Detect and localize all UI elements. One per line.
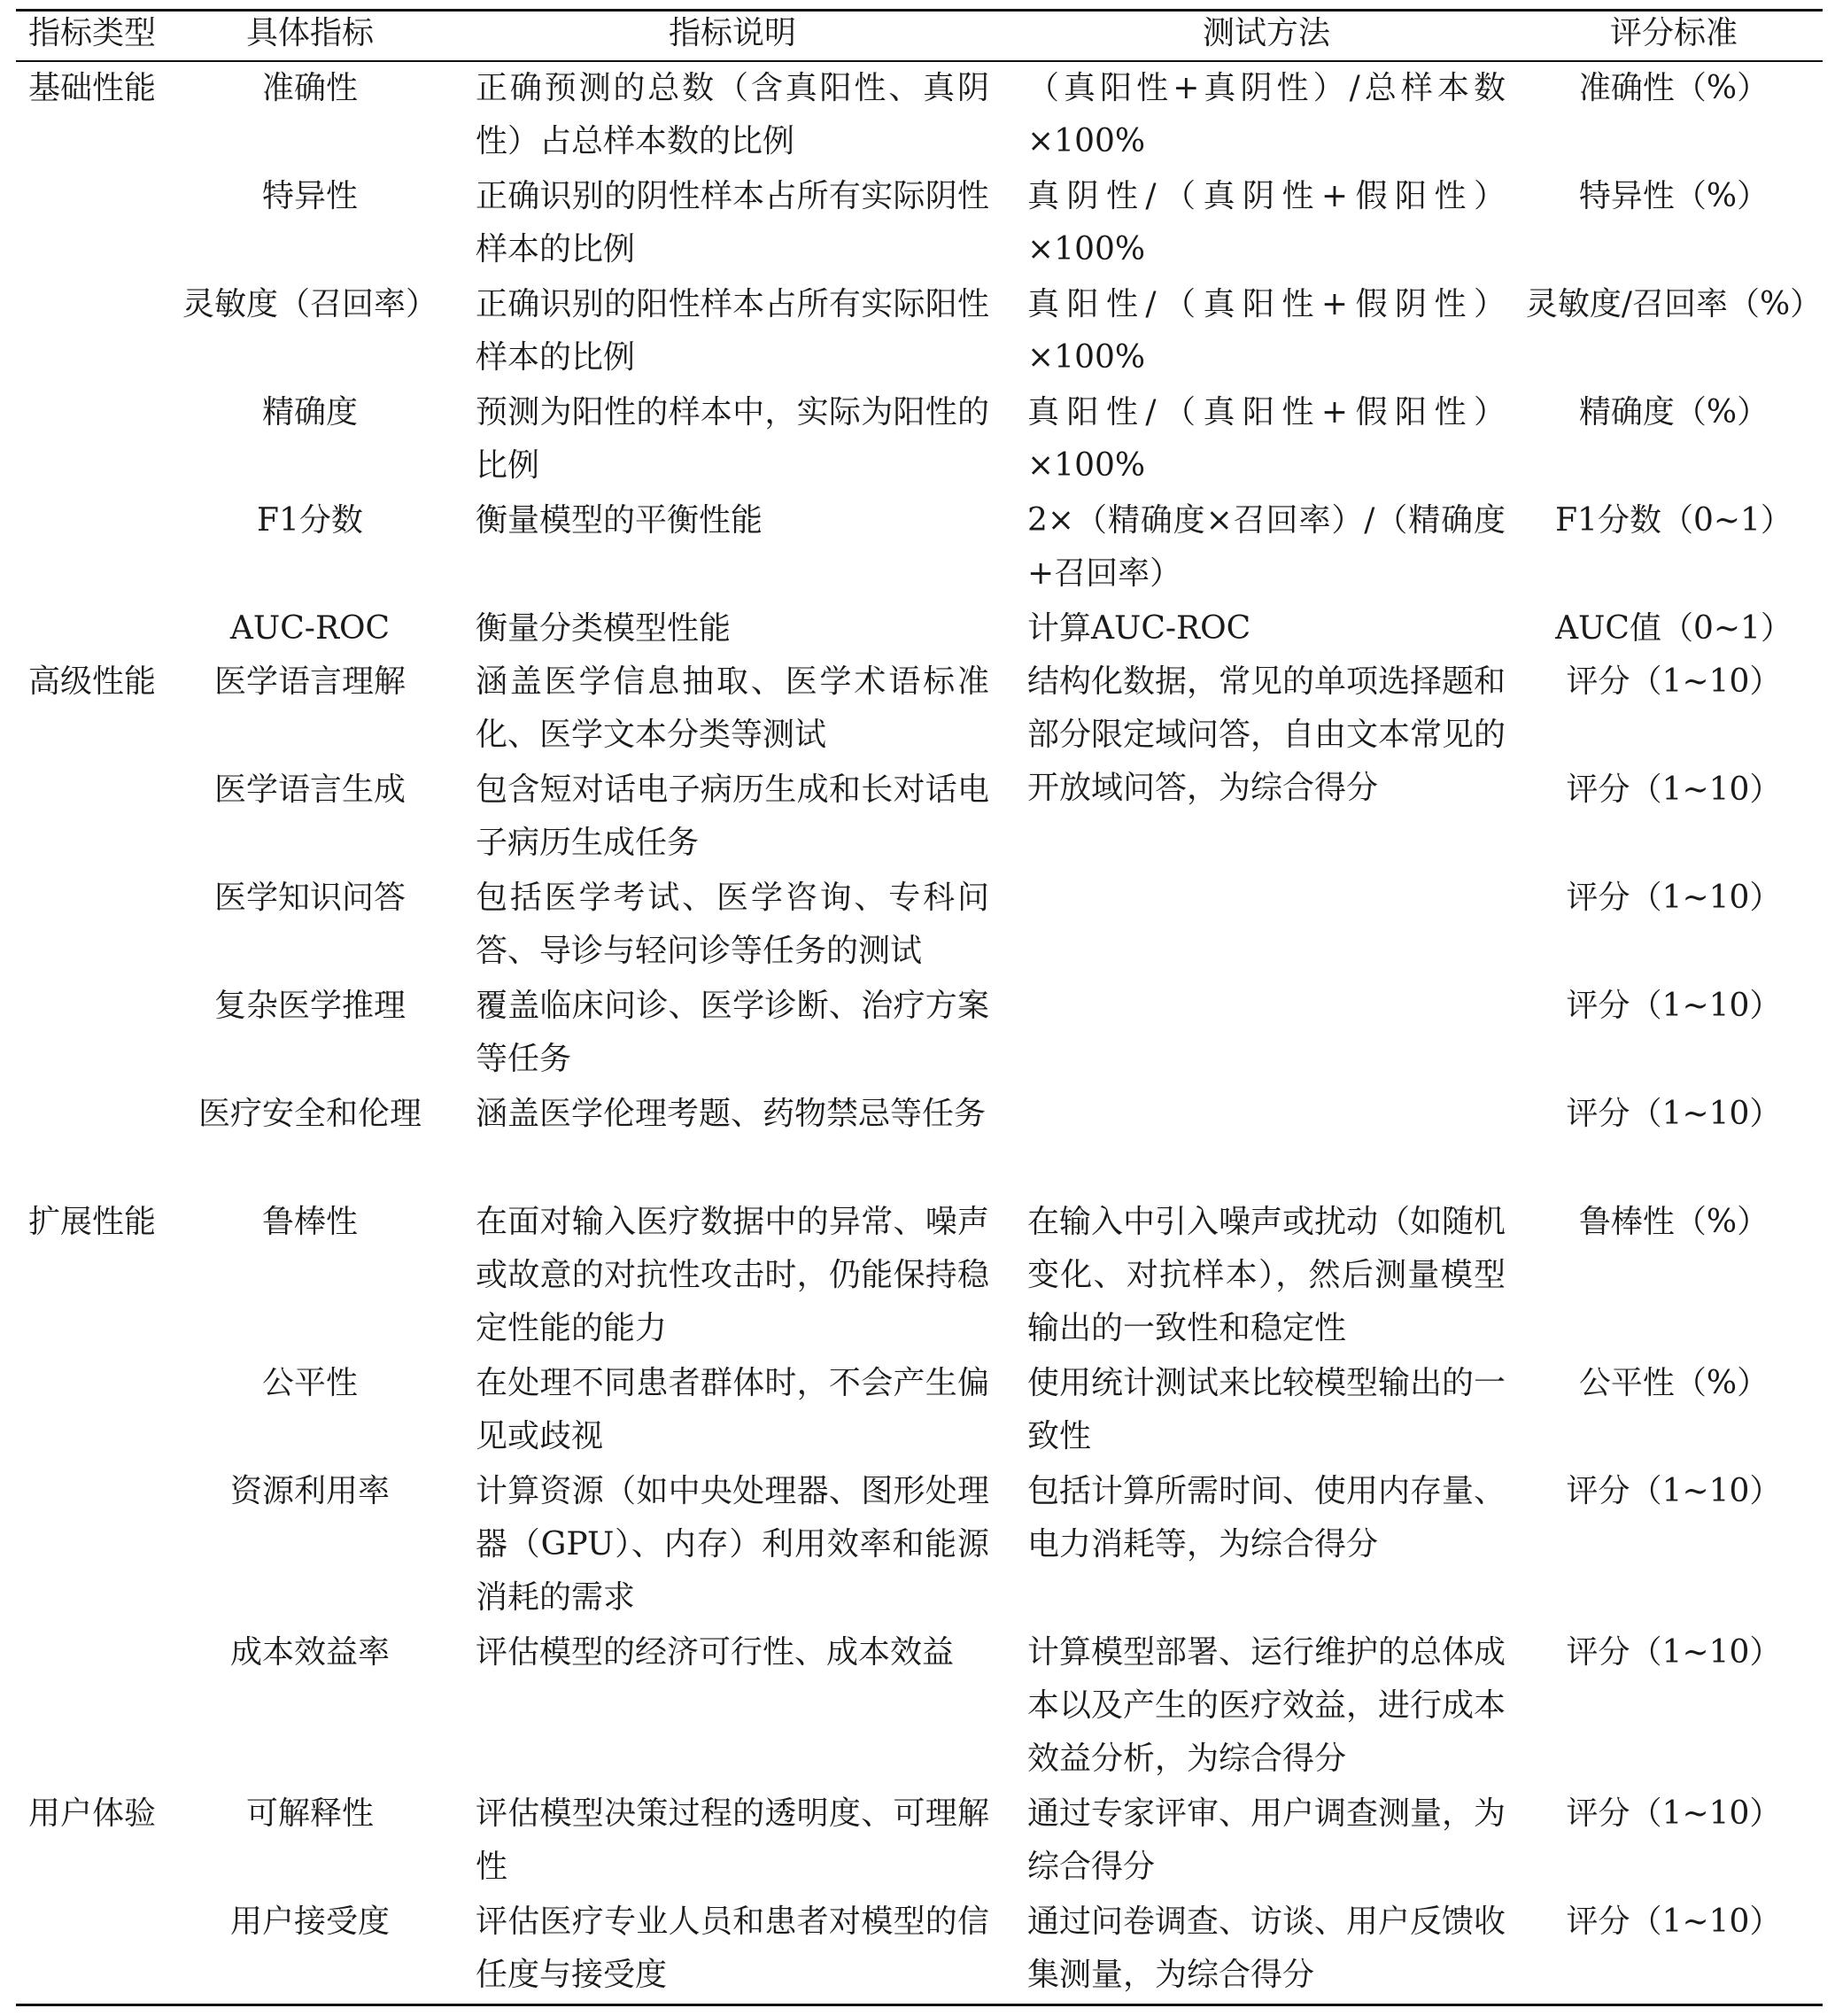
- indicator-cell: 鲁棒性: [261, 1204, 358, 1240]
- description-cell: 包括医学考试、医学咨询、专科问答、导诊与轻问诊等任务的测试: [476, 880, 989, 969]
- indicator-cell: 成本效益率: [229, 1634, 390, 1671]
- method-cell: （真阳性+真阴性）/总样本数×100%: [1027, 70, 1506, 159]
- score-cell: 评分（1~10）: [1566, 1795, 1782, 1832]
- indicator-cell: 用户接受度: [229, 1904, 390, 1940]
- category-user-experience: 用户体验: [28, 1795, 157, 1832]
- description-cell: 衡量分类模型性能: [476, 610, 732, 647]
- description-cell: 预测为阳性的样本中，实际为阳性的比例: [476, 394, 989, 484]
- indicator-cell: 精确度: [261, 394, 358, 430]
- indicator-cell: 灵敏度（召回率）: [182, 286, 437, 322]
- indicator-cell: 医学语言理解: [213, 663, 406, 700]
- indicator-cell: 复杂医学推理: [213, 988, 406, 1024]
- indicator-cell: 医学语言生成: [213, 772, 406, 808]
- score-cell: 准确性（%）: [1578, 70, 1769, 106]
- indicator-cell: 公平性: [261, 1365, 358, 1401]
- description-cell: 覆盖临床问诊、医学诊断、治疗方案等任务: [476, 988, 989, 1077]
- method-cell: 使用统计测试来比较模型输出的一致性: [1027, 1365, 1506, 1454]
- score-cell: 鲁棒性（%）: [1578, 1204, 1769, 1240]
- header-score: 评分标准: [1609, 15, 1738, 51]
- description-cell: 评估模型的经济可行性、成本效益: [476, 1634, 955, 1671]
- score-cell: 特异性（%）: [1578, 178, 1769, 214]
- header-category: 指标类型: [28, 15, 157, 51]
- method-cell: 包括计算所需时间、使用内存量、电力消耗等，为综合得分: [1027, 1473, 1506, 1562]
- indicator-cell: 特异性: [261, 178, 358, 214]
- score-cell: 公平性（%）: [1578, 1365, 1769, 1401]
- score-cell: F1分数（0~1）: [1555, 502, 1792, 539]
- score-cell: 灵敏度/召回率（%）: [1525, 286, 1823, 322]
- indicator-cell: F1分数: [257, 502, 363, 539]
- description-cell: 评估医疗专业人员和患者对模型的信任度与接受度: [476, 1904, 989, 1993]
- header-method: 测试方法: [1202, 15, 1330, 51]
- score-cell: 精确度（%）: [1578, 394, 1769, 430]
- description-cell: 在处理不同患者群体时，不会产生偏见或歧视: [476, 1365, 989, 1454]
- method-cell: 结构化数据，常见的单项选择题和部分限定域问答，自由文本常见的开放域问答，为综合得分: [1027, 663, 1506, 806]
- indicator-cell: 可解释性: [245, 1795, 374, 1832]
- method-cell: 真阳性/（真阳性+假阳性）×100%: [1027, 394, 1506, 484]
- indicator-cell: 资源利用率: [229, 1473, 390, 1509]
- score-cell: 评分（1~10）: [1566, 663, 1782, 700]
- method-cell: 2×（精确度×召回率）/（精确度+召回率）: [1027, 502, 1506, 592]
- method-cell: 真阳性/（真阳性+假阴性）×100%: [1027, 286, 1506, 376]
- category-basic: 基础性能: [28, 70, 157, 106]
- description-cell: 计算资源（如中央处理器、图形处理器（GPU）、内存）利用效率和能源消耗的需求: [476, 1473, 989, 1616]
- description-cell: 涵盖医学伦理考题、药物禁忌等任务: [476, 1096, 987, 1132]
- description-cell: 包含短对话电子病历生成和长对话电子病历生成任务: [476, 772, 989, 861]
- indicator-cell: 医学知识问答: [213, 880, 406, 916]
- bottom-rule: [16, 2004, 1823, 2006]
- score-cell: 评分（1~10）: [1566, 772, 1782, 808]
- description-cell: 衡量模型的平衡性能: [476, 502, 763, 539]
- score-cell: 评分（1~10）: [1566, 988, 1782, 1024]
- description-cell: 涵盖医学信息抽取、医学术语标准化、医学文本分类等测试: [476, 663, 989, 753]
- indicator-cell: 准确性: [261, 70, 358, 106]
- method-cell: 真阴性/（真阴性+假阳性）×100%: [1027, 178, 1506, 268]
- indicator-cell: 医疗安全和伦理: [197, 1096, 422, 1132]
- description-cell: 正确预测的总数（含真阳性、真阴性）占总样本数的比例: [476, 70, 989, 159]
- score-cell: AUC值（0~1）: [1555, 610, 1792, 647]
- header-description: 指标说明: [668, 15, 796, 51]
- score-cell: 评分（1~10）: [1566, 1473, 1782, 1509]
- method-cell: 计算模型部署、运行维护的总体成本以及产生的医疗效益，进行成本效益分析，为综合得分: [1027, 1634, 1506, 1777]
- method-cell: 计算AUC-ROC: [1027, 610, 1251, 647]
- category-advanced: 高级性能: [28, 663, 157, 700]
- header-indicator: 具体指标: [245, 15, 374, 51]
- description-cell: 在面对输入医疗数据中的异常、噪声或故意的对抗性攻击时，仍能保持稳定性能的能力: [476, 1204, 989, 1346]
- score-cell: 评分（1~10）: [1566, 1904, 1782, 1940]
- method-cell: 通过问卷调查、访谈、用户反馈收集测量，为综合得分: [1027, 1904, 1506, 1993]
- method-cell: 在输入中引入噪声或扰动（如随机变化、对抗样本），然后测量模型输出的一致性和稳定性: [1027, 1204, 1506, 1346]
- description-cell: 正确识别的阳性样本占所有实际阳性样本的比例: [476, 286, 989, 376]
- score-cell: 评分（1~10）: [1566, 880, 1782, 916]
- description-cell: 评估模型决策过程的透明度、可理解性: [476, 1795, 989, 1885]
- category-extended: 扩展性能: [28, 1204, 157, 1240]
- score-cell: 评分（1~10）: [1566, 1634, 1782, 1671]
- indicator-cell: AUC-ROC: [229, 610, 391, 647]
- method-cell: 通过专家评审、用户调查测量，为综合得分: [1027, 1795, 1506, 1885]
- score-cell: 评分（1~10）: [1566, 1096, 1782, 1132]
- description-cell: 正确识别的阴性样本占所有实际阴性样本的比例: [476, 178, 989, 268]
